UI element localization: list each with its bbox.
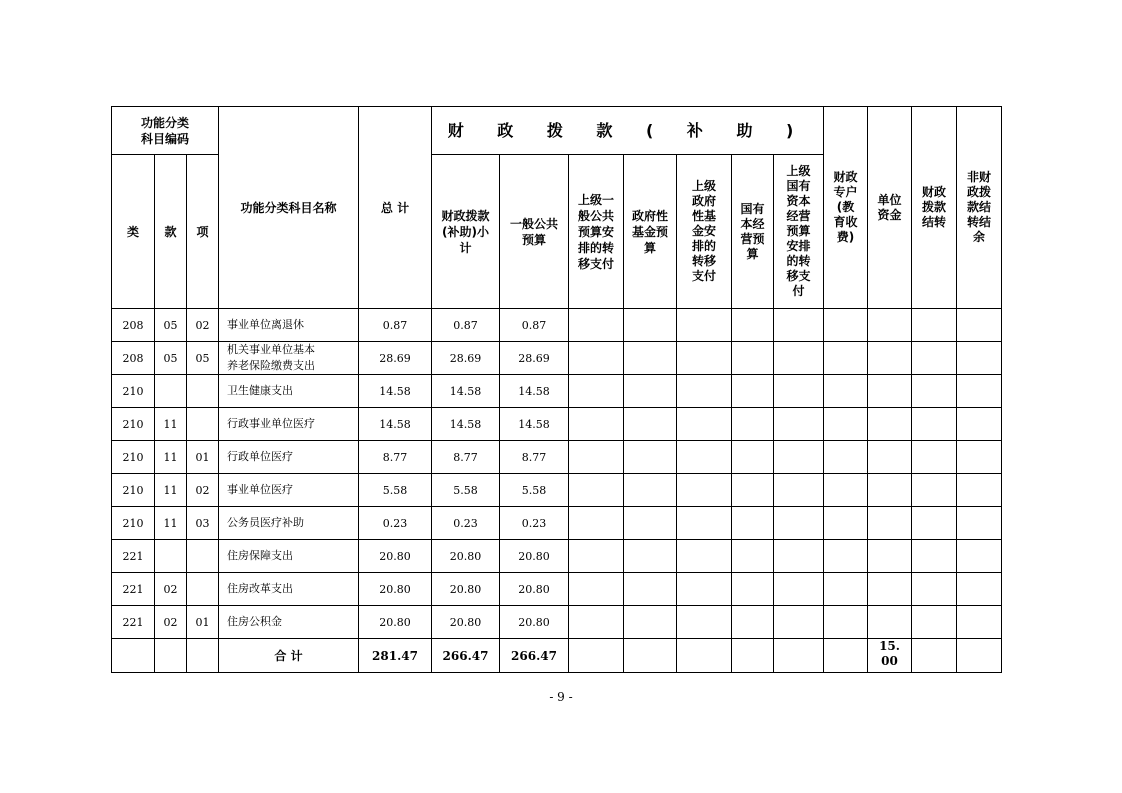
cell-general: 20.80 (500, 606, 569, 639)
table-row (112, 474, 1002, 507)
header-fiscal-group: 财 政 拨 款 ( 补 助 ) (432, 107, 824, 155)
cell-kuan: 11 (155, 441, 187, 474)
cell-general: 20.80 (500, 540, 569, 573)
cell-lei: 210 (112, 408, 155, 441)
cell-general: 28.69 (500, 342, 569, 375)
cell-name: 卫生健康支出 (219, 375, 359, 408)
cell-name: 住房公积金 (219, 606, 359, 639)
table-row (112, 375, 1002, 408)
cell-name: 机关事业单位基本养老保险缴费支出 (219, 342, 359, 375)
header-total: 总 计 (359, 107, 432, 309)
cell-kuan: 05 (155, 342, 187, 375)
cell-lei: 210 (112, 507, 155, 540)
header-transfer-capital: 上级国有资本经营预算安排的转移支付 (774, 155, 824, 309)
cell-total: 0.87 (359, 309, 432, 342)
cell-lei: 221 (112, 573, 155, 606)
cell-lei: 221 (112, 540, 155, 573)
cell-xiang: 01 (187, 441, 219, 474)
header-special: 财政专户(教育收费) (824, 107, 868, 309)
cell-name: 公务员医疗补助 (219, 507, 359, 540)
cell-name: 事业单位医疗 (219, 474, 359, 507)
cell-subtotal: 20.80 (432, 573, 500, 606)
cell-name: 行政单位医疗 (219, 441, 359, 474)
cell-name: 事业单位离退休 (219, 309, 359, 342)
table-row (112, 606, 1002, 639)
cell-general: 5.58 (500, 474, 569, 507)
cell-kuan (155, 375, 187, 408)
cell-kuan: 11 (155, 408, 187, 441)
page-number: - 9 - (549, 690, 573, 704)
header-name: 功能分类科目名称 (219, 107, 359, 309)
cell-name: 住房改革支出 (219, 573, 359, 606)
cell-name: 行政事业单位医疗 (219, 408, 359, 441)
cell-lei: 208 (112, 342, 155, 375)
cell-general: 14.58 (500, 375, 569, 408)
cell-xiang: 01 (187, 606, 219, 639)
cell-kuan: 02 (155, 573, 187, 606)
cell-subtotal: 0.87 (432, 309, 500, 342)
cell-total: 20.80 (359, 540, 432, 573)
table-row (112, 342, 1002, 375)
totals-general: 266.47 (500, 639, 569, 673)
header-gov-fund: 政府性基金预算 (624, 155, 677, 309)
header-xiang: 项 (187, 155, 219, 309)
header-general-budget: 一般公共预算 (500, 155, 569, 309)
header-transfer-fund: 上级政府性基金安排的转移支付 (677, 155, 732, 309)
cell-xiang: 02 (187, 474, 219, 507)
cell-subtotal: 0.23 (432, 507, 500, 540)
cell-kuan: 05 (155, 309, 187, 342)
cell-total: 20.80 (359, 573, 432, 606)
cell-total: 5.58 (359, 474, 432, 507)
cell-xiang: 05 (187, 342, 219, 375)
cell-subtotal: 20.80 (432, 606, 500, 639)
cell-xiang (187, 540, 219, 573)
cell-xiang: 03 (187, 507, 219, 540)
cell-lei: 210 (112, 375, 155, 408)
cell-general: 20.80 (500, 573, 569, 606)
cell-kuan (155, 540, 187, 573)
cell-xiang: 02 (187, 309, 219, 342)
cell-subtotal: 28.69 (432, 342, 500, 375)
table-row (112, 309, 1002, 342)
totals-unit-funds: 15.00 (868, 639, 912, 673)
header-code-group: 功能分类科目编码 (112, 107, 219, 155)
cell-general: 14.58 (500, 408, 569, 441)
cell-total: 14.58 (359, 408, 432, 441)
totals-label: 合 计 (219, 639, 359, 673)
cell-subtotal: 14.58 (432, 375, 500, 408)
cell-total: 20.80 (359, 606, 432, 639)
totals-subtotal: 266.47 (432, 639, 500, 673)
header-fiscal-subtotal: 财政拨款(补助)小计 (432, 155, 500, 309)
totals-row (112, 639, 1002, 673)
cell-name: 住房保障支出 (219, 540, 359, 573)
header-lei: 类 (112, 155, 155, 309)
cell-subtotal: 14.58 (432, 408, 500, 441)
table-row (112, 540, 1002, 573)
cell-general: 8.77 (500, 441, 569, 474)
budget-table (111, 106, 1002, 673)
table-row (112, 573, 1002, 606)
cell-total: 14.58 (359, 375, 432, 408)
cell-general: 0.87 (500, 309, 569, 342)
cell-xiang (187, 573, 219, 606)
header-unit-funds: 单位资金 (868, 107, 912, 309)
cell-kuan: 11 (155, 474, 187, 507)
cell-subtotal: 20.80 (432, 540, 500, 573)
table-row (112, 507, 1002, 540)
totals-total: 281.47 (359, 639, 432, 673)
header-kuan: 款 (155, 155, 187, 309)
cell-total: 8.77 (359, 441, 432, 474)
cell-xiang (187, 375, 219, 408)
header-non-fiscal: 非财政拨款结转结余 (957, 107, 1002, 309)
cell-lei: 210 (112, 441, 155, 474)
cell-total: 0.23 (359, 507, 432, 540)
cell-general: 0.23 (500, 507, 569, 540)
cell-kuan: 02 (155, 606, 187, 639)
header-carryover: 财政拨款结转 (912, 107, 957, 309)
cell-xiang (187, 408, 219, 441)
cell-total: 28.69 (359, 342, 432, 375)
cell-lei: 208 (112, 309, 155, 342)
table-row (112, 408, 1002, 441)
cell-lei: 221 (112, 606, 155, 639)
header-state-capital: 国有本经营预算 (732, 155, 774, 309)
table-row (112, 441, 1002, 474)
cell-subtotal: 8.77 (432, 441, 500, 474)
cell-kuan: 11 (155, 507, 187, 540)
header-transfer-general: 上级一般公共预算安排的转移支付 (569, 155, 624, 309)
cell-subtotal: 5.58 (432, 474, 500, 507)
cell-lei: 210 (112, 474, 155, 507)
